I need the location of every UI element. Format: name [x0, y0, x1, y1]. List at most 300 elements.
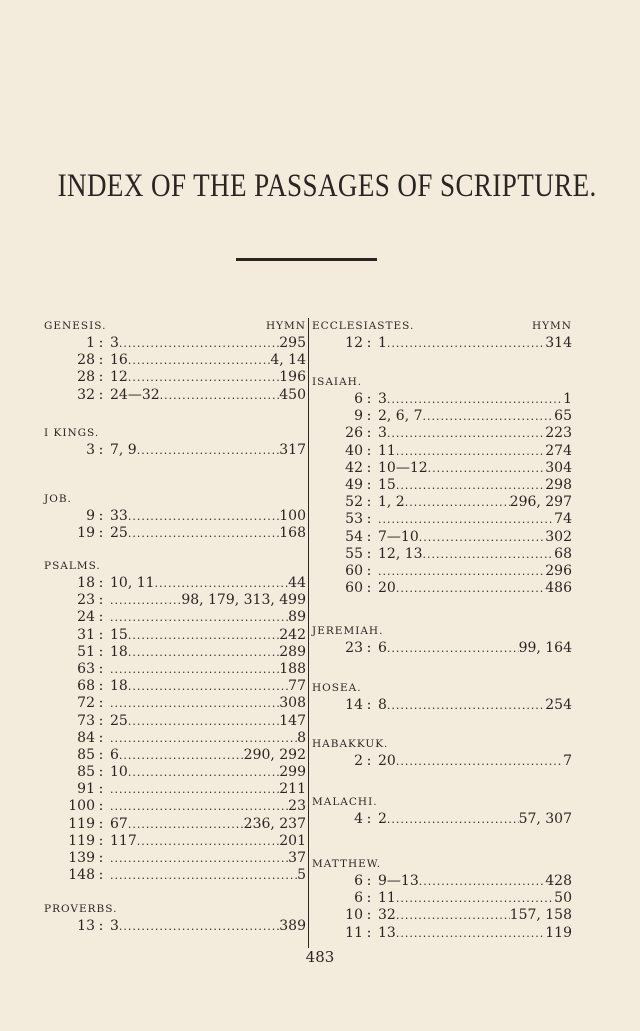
book-heading: [312, 794, 572, 811]
hymn-number: 290, 292: [243, 746, 306, 763]
hymn-number: 188: [279, 660, 306, 677]
chapter-number: 54: [345, 528, 363, 545]
dot-leader: [119, 747, 244, 764]
hymn-number: 242: [279, 626, 306, 643]
dot-leader: [128, 713, 279, 730]
chapter-number: 28: [77, 352, 95, 369]
verse-reference: 10, 11: [110, 575, 155, 591]
hymn-number: 302: [545, 528, 572, 545]
book-section: [44, 318, 306, 404]
book-heading: [44, 318, 306, 335]
index-entry: [44, 781, 306, 798]
index-entry: [312, 753, 572, 770]
hymn-number: 74: [554, 511, 572, 528]
book-name: PROVERBS.: [44, 903, 118, 915]
colon-separator: :: [366, 562, 372, 579]
colon-separator: :: [98, 525, 104, 542]
chapter-number: 72: [77, 695, 95, 712]
chapter-number: 73: [77, 712, 95, 729]
chapter-number: 85: [77, 764, 95, 781]
dot-leader: [119, 918, 279, 935]
dot-leader: [378, 563, 545, 580]
index-entry: [312, 511, 572, 528]
dot-leader: [110, 850, 288, 867]
colon-separator: :: [366, 640, 372, 656]
hymn-number: 8: [297, 729, 306, 746]
verse-reference: 20: [378, 753, 396, 769]
verse-reference: 25: [110, 712, 128, 729]
chapter-number: 18: [77, 575, 95, 591]
dot-leader: [387, 640, 519, 657]
dot-leader: [119, 335, 279, 352]
dot-leader: [128, 627, 279, 644]
index-entry: [312, 460, 572, 477]
chapter-number: 9: [86, 508, 95, 524]
index-entry: [44, 747, 306, 764]
colon-separator: :: [98, 678, 104, 695]
colon-separator: :: [366, 391, 372, 407]
colon-separator: :: [366, 459, 372, 476]
dot-leader: [110, 661, 279, 678]
verse-reference: 9—13: [378, 873, 419, 889]
chapter-number: 1: [86, 335, 95, 351]
chapter-number: 60: [345, 580, 363, 597]
dot-leader: [387, 811, 519, 828]
colon-separator: :: [98, 643, 104, 660]
verse-reference: 7—10: [378, 528, 419, 545]
index-entry: [44, 850, 306, 867]
book-section: [44, 425, 306, 459]
chapter-number: 139: [68, 850, 95, 866]
verse-reference: 2, 6, 7: [378, 408, 423, 425]
hymn-number: 65: [554, 408, 572, 425]
chapter-number: 100: [68, 798, 95, 815]
hymn-number: 254: [545, 697, 572, 713]
dot-leader: [387, 697, 545, 714]
index-entry: [312, 811, 572, 828]
page-number: 483: [305, 948, 335, 966]
colon-separator: :: [98, 352, 104, 369]
colon-separator: :: [98, 746, 104, 763]
dot-leader: [128, 678, 288, 695]
index-entry: [44, 525, 306, 542]
verse-reference: 6: [110, 746, 119, 763]
book-section: [44, 558, 306, 884]
hymn-number: 223: [545, 425, 572, 442]
hymn-number: 50: [554, 890, 572, 907]
index-entry: [44, 661, 306, 678]
index-entry: [44, 627, 306, 644]
hymn-number: 296: [545, 562, 572, 579]
hymn-number: 201: [279, 832, 306, 849]
dot-leader: [110, 798, 288, 815]
colon-separator: :: [98, 575, 104, 591]
book-heading: [312, 856, 572, 873]
hymn-number: 1: [563, 391, 572, 407]
index-entry: [44, 918, 306, 935]
index-entry: [312, 907, 572, 924]
hymn-number: 7: [563, 753, 572, 769]
hymn-column-label: HYMN: [531, 320, 572, 332]
colon-separator: :: [366, 425, 372, 442]
chapter-number: 23: [345, 640, 363, 656]
chapter-number: 24: [77, 609, 95, 626]
chapter-number: 63: [77, 660, 95, 677]
dot-leader: [378, 511, 554, 528]
book-section: [312, 680, 572, 714]
verse-reference: 18: [110, 643, 128, 660]
book-name: ISAIAH.: [312, 376, 363, 388]
dot-leader: [428, 460, 546, 477]
index-entry: [312, 391, 572, 408]
book-heading: [44, 558, 306, 575]
dot-leader: [419, 529, 546, 546]
colon-separator: :: [366, 442, 372, 459]
book-name: GENESIS.: [44, 320, 107, 332]
index-entry: [312, 494, 572, 511]
index-entry: [44, 609, 306, 626]
chapter-number: 49: [345, 476, 363, 493]
chapter-number: 119: [68, 832, 95, 849]
dot-leader: [128, 369, 279, 386]
index-entry: [312, 890, 572, 907]
book-section: [312, 794, 572, 828]
dot-leader: [405, 494, 510, 511]
index-entry: [44, 352, 306, 369]
book-section: [312, 374, 572, 597]
index-entry: [44, 816, 306, 833]
page-title: INDEX OF THE PASSAGES OF SCRIPTURE.: [57, 168, 597, 204]
chapter-number: 42: [345, 459, 363, 476]
colon-separator: :: [98, 442, 104, 458]
index-entry: [312, 546, 572, 563]
verse-reference: 1: [378, 335, 387, 351]
chapter-number: 68: [77, 678, 95, 695]
chapter-number: 14: [345, 697, 363, 713]
colon-separator: :: [366, 476, 372, 493]
colon-separator: :: [98, 867, 104, 884]
verse-reference: 32: [378, 907, 396, 924]
colon-separator: :: [366, 753, 372, 769]
dot-leader: [128, 525, 279, 542]
verse-reference: 25: [110, 525, 128, 542]
chapter-number: 2: [354, 753, 363, 769]
book-section: [44, 491, 306, 542]
dot-leader: [110, 730, 297, 747]
hymn-number: 68: [554, 545, 572, 562]
verse-reference: 10: [110, 764, 128, 781]
verse-reference: 33: [110, 508, 128, 524]
hymn-number: 4, 14: [270, 352, 306, 369]
chapter-number: 91: [77, 781, 95, 798]
chapter-number: 26: [345, 425, 363, 442]
verse-reference: 15: [378, 476, 396, 493]
verse-reference: 13: [378, 924, 396, 941]
index-entry: [312, 697, 572, 714]
colon-separator: :: [98, 660, 104, 677]
colon-separator: :: [98, 850, 104, 866]
dot-leader: [396, 443, 545, 460]
hymn-number: 57, 307: [518, 811, 572, 827]
hymn-number: 44: [288, 575, 306, 591]
chapter-number: 40: [345, 442, 363, 459]
hymn-number: 428: [545, 873, 572, 889]
dot-leader: [137, 442, 280, 459]
chapter-number: 84: [77, 729, 95, 746]
verse-reference: 12, 13: [378, 545, 423, 562]
book-section: [44, 901, 306, 935]
colon-separator: :: [98, 369, 104, 386]
dot-leader: [396, 907, 510, 924]
verse-reference: 10—12: [378, 459, 428, 476]
colon-separator: :: [366, 907, 372, 924]
dot-leader: [128, 764, 279, 781]
dot-leader: [419, 873, 546, 890]
verse-reference: 15: [110, 626, 128, 643]
verse-reference: 12: [110, 369, 128, 386]
dot-leader: [160, 387, 280, 404]
verse-reference: 20: [378, 580, 396, 597]
chapter-number: 19: [77, 525, 95, 542]
book-heading: [312, 736, 572, 753]
dot-leader: [387, 335, 545, 352]
hymn-number: 308: [279, 695, 306, 712]
dot-leader: [423, 546, 555, 563]
book-name: JOB.: [44, 493, 72, 505]
verse-reference: 11: [378, 890, 396, 907]
hymn-number: 314: [545, 335, 572, 351]
colon-separator: :: [366, 924, 372, 941]
verse-reference: 3: [378, 425, 387, 442]
hymn-number: 98, 179, 313, 499: [181, 592, 306, 609]
book-name: MATTHEW.: [312, 858, 382, 870]
chapter-number: 119: [68, 815, 95, 832]
verse-reference: 117: [110, 832, 137, 849]
book-name: MALACHI.: [312, 796, 378, 808]
index-entry: [312, 580, 572, 597]
hymn-number: 450: [279, 386, 306, 403]
book-heading: [312, 318, 572, 335]
book-heading: [312, 680, 572, 697]
hymn-number: 304: [545, 459, 572, 476]
colon-separator: :: [366, 408, 372, 425]
book-name: HOSEA.: [312, 682, 362, 694]
dot-leader: [396, 925, 545, 942]
colon-separator: :: [98, 729, 104, 746]
chapter-number: 60: [345, 562, 363, 579]
colon-separator: :: [98, 832, 104, 849]
colon-separator: :: [98, 815, 104, 832]
colon-separator: :: [98, 695, 104, 712]
hymn-number: 119: [545, 924, 572, 941]
verse-reference: 3: [378, 391, 387, 407]
book-name: I KINGS.: [44, 427, 100, 439]
colon-separator: :: [98, 592, 104, 609]
index-entry: [312, 873, 572, 890]
hymn-number: 389: [279, 918, 306, 934]
chapter-number: 32: [77, 386, 95, 403]
colon-separator: :: [98, 781, 104, 798]
dot-leader: [387, 391, 563, 408]
index-entry: [312, 529, 572, 546]
dot-leader: [396, 890, 554, 907]
hymn-column-label: HYMN: [265, 320, 306, 332]
colon-separator: :: [98, 508, 104, 524]
index-entry: [44, 695, 306, 712]
hymn-number: 196: [279, 369, 306, 386]
index-entry: [312, 925, 572, 942]
dot-leader: [128, 508, 279, 525]
colon-separator: :: [98, 626, 104, 643]
colon-separator: :: [98, 798, 104, 815]
book-section: [312, 318, 572, 352]
index-entry: [44, 508, 306, 525]
chapter-number: 6: [354, 873, 363, 889]
index-entry: [312, 477, 572, 494]
book-name: HABAKKUK.: [312, 738, 389, 750]
verse-reference: 67: [110, 815, 128, 832]
book-heading: [312, 623, 572, 640]
verse-reference: 24—32: [110, 386, 160, 403]
chapter-number: 12: [345, 335, 363, 351]
hymn-number: 5: [297, 867, 306, 884]
index-entry: [312, 425, 572, 442]
hymn-number: 89: [288, 609, 306, 626]
index-entry: [44, 678, 306, 695]
colon-separator: :: [366, 811, 372, 827]
book-name: JEREMIAH.: [312, 625, 384, 637]
hymn-number: 289: [279, 643, 306, 660]
column-divider: [308, 318, 309, 948]
book-section: [312, 856, 572, 942]
verse-reference: 2: [378, 811, 387, 827]
index-entry: [312, 408, 572, 425]
hymn-number: 23: [288, 798, 306, 815]
chapter-number: 6: [354, 391, 363, 407]
book-heading: [312, 374, 572, 391]
index-entry: [44, 730, 306, 747]
dot-leader: [128, 816, 244, 833]
hymn-number: 298: [545, 476, 572, 493]
dot-leader: [387, 425, 545, 442]
colon-separator: :: [366, 697, 372, 713]
book-name: ECCLESIASTES.: [312, 320, 415, 332]
colon-separator: :: [366, 580, 372, 597]
colon-separator: :: [366, 890, 372, 907]
index-entry: [312, 640, 572, 657]
dot-leader: [396, 477, 545, 494]
index-entry: [44, 442, 306, 459]
index-entry: [44, 833, 306, 850]
verse-reference: 8: [378, 697, 387, 713]
title-rule: [236, 258, 377, 261]
chapter-number: 3: [86, 442, 95, 458]
colon-separator: :: [98, 712, 104, 729]
chapter-number: 55: [345, 545, 363, 562]
verse-reference: 6: [378, 640, 387, 656]
dot-leader: [396, 753, 563, 770]
dot-leader: [137, 833, 280, 850]
dot-leader: [396, 580, 545, 597]
index-entry: [44, 764, 306, 781]
chapter-number: 52: [345, 494, 363, 511]
colon-separator: :: [366, 528, 372, 545]
chapter-number: 23: [77, 592, 95, 609]
chapter-number: 13: [77, 918, 95, 934]
book-heading: [44, 491, 306, 508]
chapter-number: 31: [77, 626, 95, 643]
index-entry: [312, 443, 572, 460]
verse-reference: 18: [110, 678, 128, 695]
hymn-number: 274: [545, 442, 572, 459]
hymn-number: 295: [279, 335, 306, 351]
index-entry: [44, 369, 306, 386]
index-entry: [312, 335, 572, 352]
hymn-number: 100: [279, 508, 306, 524]
index-entry: [44, 713, 306, 730]
colon-separator: :: [98, 335, 104, 351]
colon-separator: :: [98, 609, 104, 626]
index-entry: [44, 592, 306, 609]
chapter-number: 4: [354, 811, 363, 827]
chapter-number: 6: [354, 890, 363, 907]
dot-leader: [110, 609, 288, 626]
colon-separator: :: [98, 918, 104, 934]
hymn-number: 486: [545, 580, 572, 597]
hymn-number: 317: [279, 442, 306, 458]
dot-leader: [110, 867, 297, 884]
hymn-number: 147: [279, 712, 306, 729]
book-section: [312, 736, 572, 770]
book-heading: [44, 901, 306, 918]
colon-separator: :: [366, 511, 372, 528]
index-entry: [44, 798, 306, 815]
chapter-number: 10: [345, 907, 363, 924]
verse-reference: 1, 2: [378, 494, 405, 511]
dot-leader: [155, 575, 289, 592]
chapter-number: 28: [77, 369, 95, 386]
dot-leader: [128, 352, 271, 369]
dot-leader: [128, 644, 279, 661]
verse-reference: 16: [110, 352, 128, 369]
colon-separator: :: [366, 335, 372, 351]
colon-separator: :: [98, 764, 104, 781]
verse-reference: 7, 9: [110, 442, 137, 458]
index-entry: [44, 867, 306, 884]
hymn-number: 296, 297: [509, 494, 572, 511]
colon-separator: :: [366, 873, 372, 889]
colon-separator: :: [98, 386, 104, 403]
hymn-number: 168: [279, 525, 306, 542]
chapter-number: 11: [345, 924, 363, 941]
hymn-number: 77: [288, 678, 306, 695]
hymn-number: 37: [288, 850, 306, 866]
book-section: [312, 623, 572, 657]
dot-leader: [423, 408, 555, 425]
hymn-number: 236, 237: [243, 815, 306, 832]
chapter-number: 51: [77, 643, 95, 660]
colon-separator: :: [366, 494, 372, 511]
chapter-number: 9: [354, 408, 363, 425]
colon-separator: :: [366, 545, 372, 562]
dot-leader: [110, 592, 181, 609]
chapter-number: 53: [345, 511, 363, 528]
verse-reference: 3: [110, 918, 119, 934]
index-entry: [312, 563, 572, 580]
book-heading: [44, 425, 306, 442]
dot-leader: [110, 695, 279, 712]
dot-leader: [110, 781, 279, 798]
